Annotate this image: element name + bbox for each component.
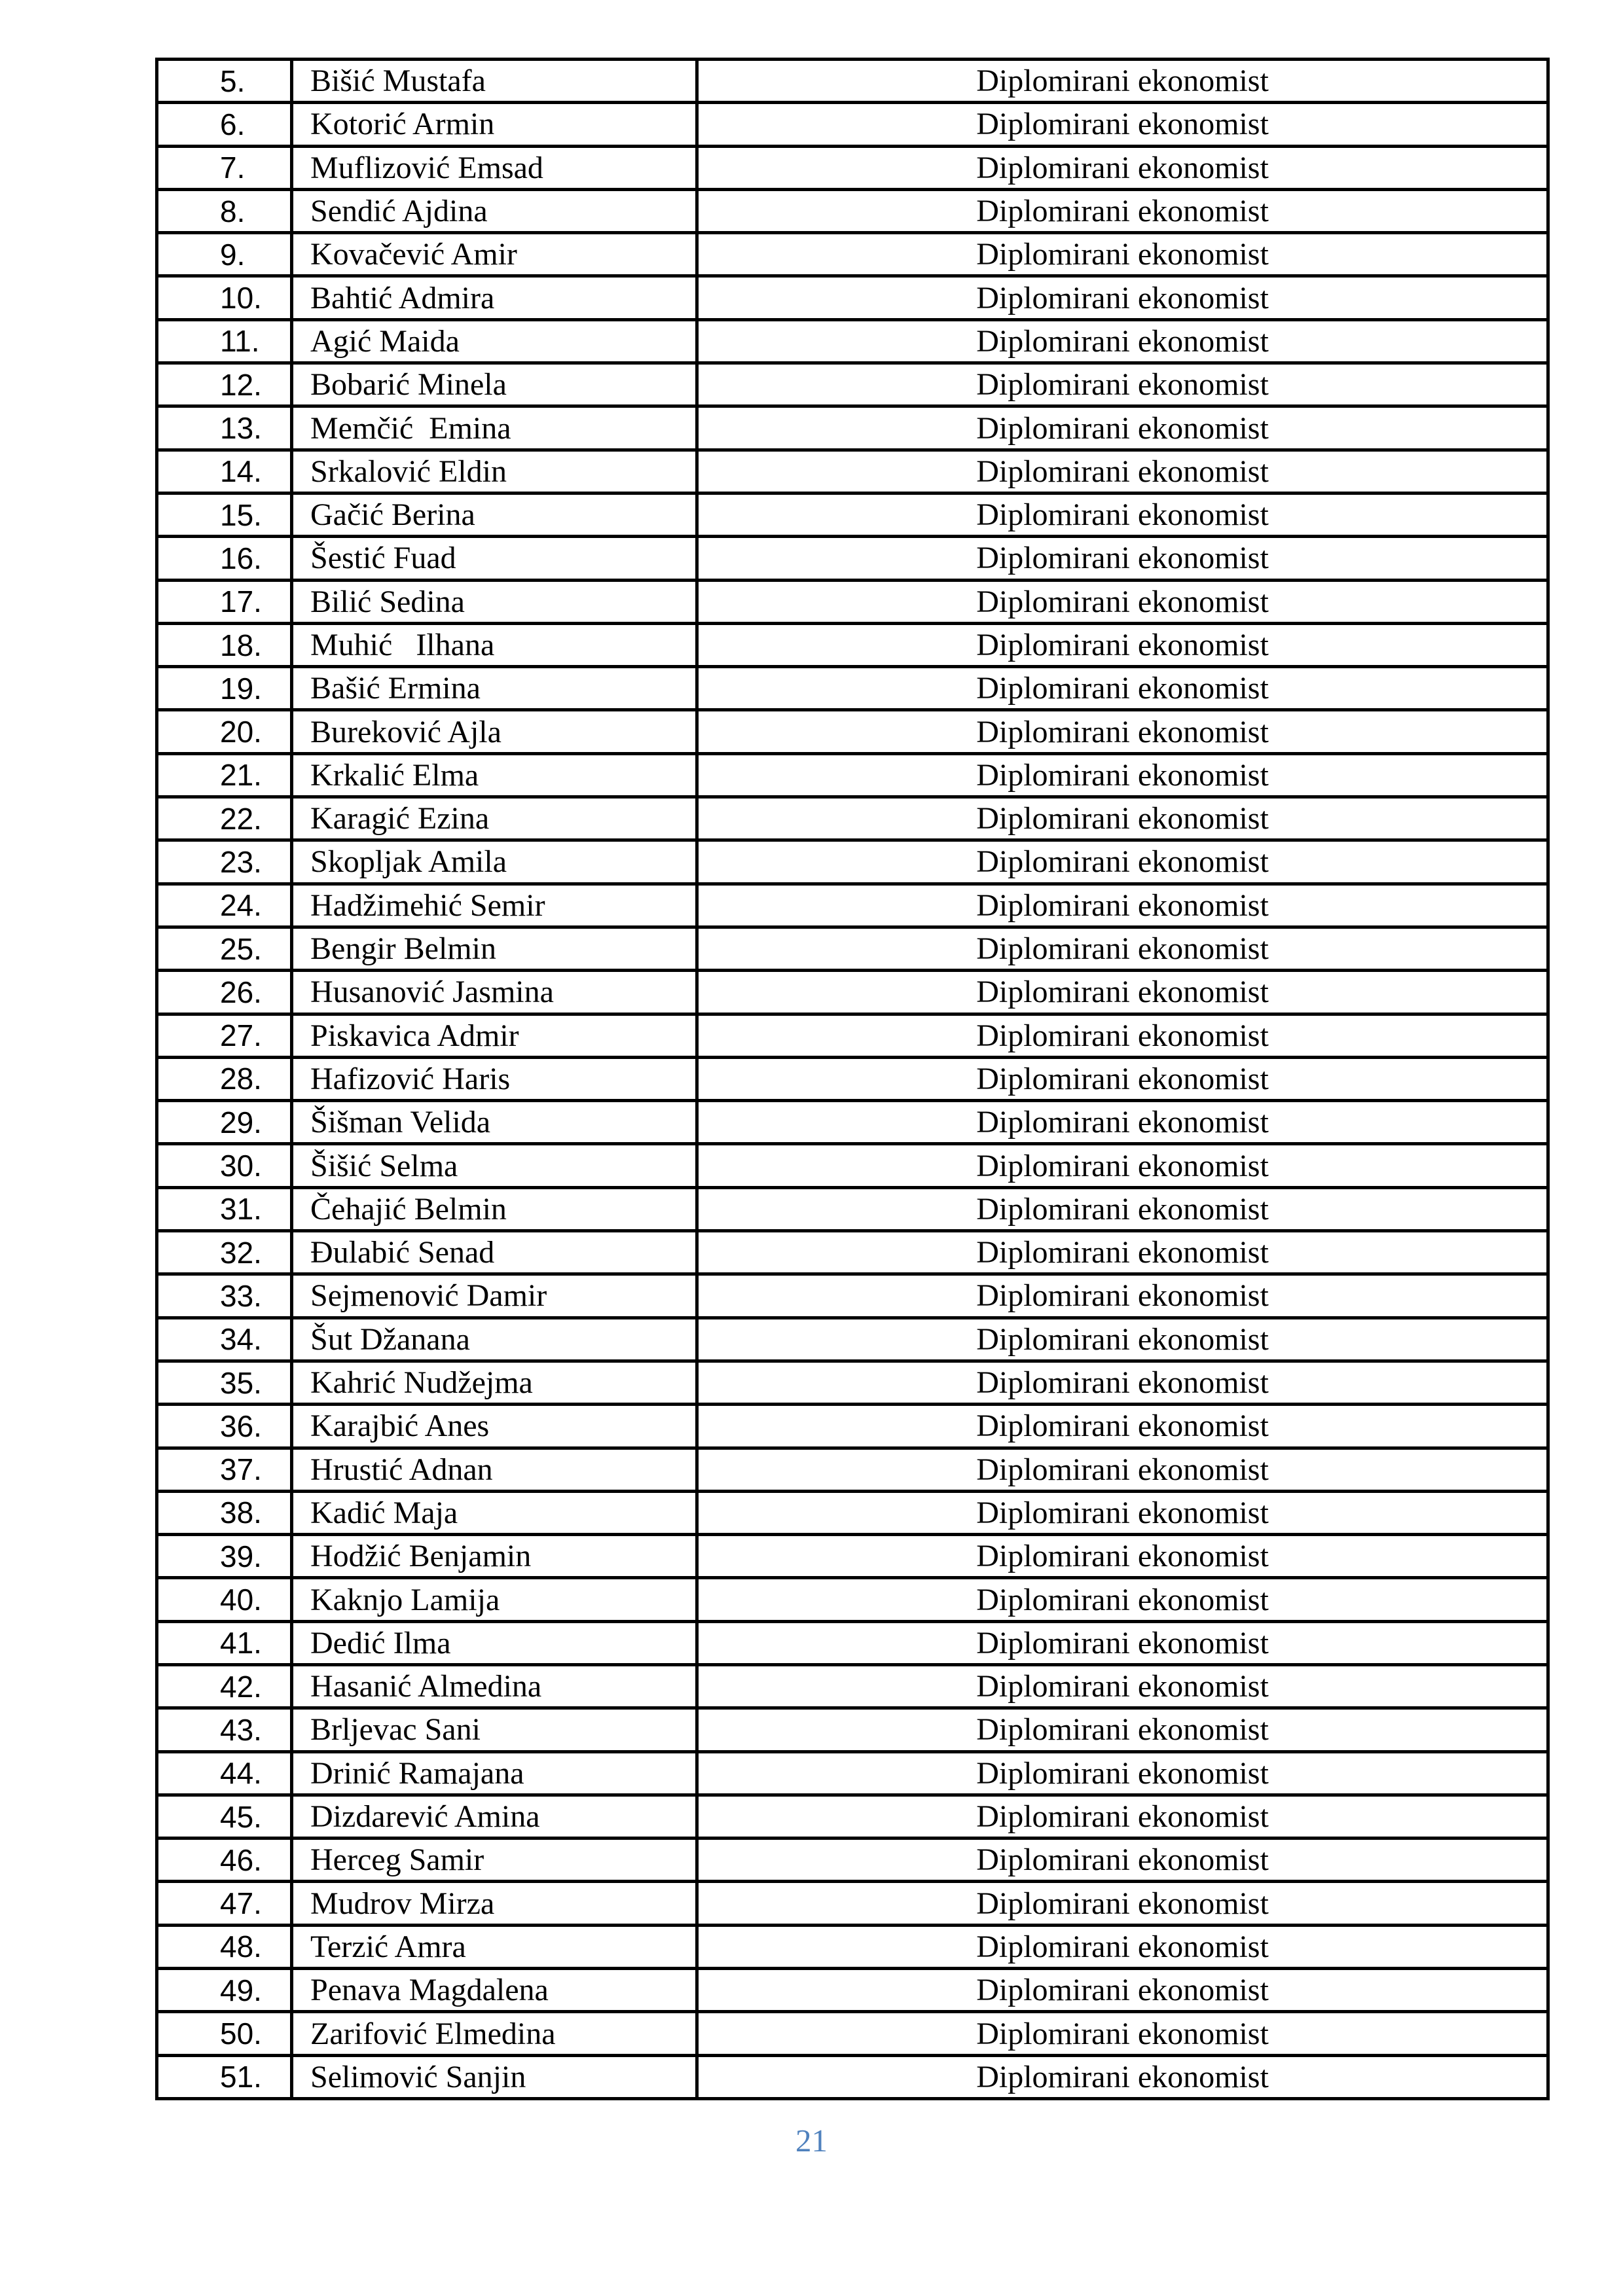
row-number-cell: 12. <box>157 363 292 406</box>
table-row <box>157 2055 1548 2098</box>
row-number-cell: 29. <box>157 1101 292 1144</box>
table-row <box>157 1361 1548 1404</box>
row-number-cell: 45. <box>157 1795 292 1838</box>
row-number-cell: 26. <box>157 971 292 1014</box>
row-number-cell: 21. <box>157 753 292 797</box>
name-cell: Brljevac Sani <box>292 1708 697 1751</box>
name-cell: Sendić Ajdina <box>292 189 697 232</box>
name-cell: Srkalović Eldin <box>292 450 697 493</box>
table-row <box>157 884 1548 927</box>
name-cell: Hodžić Benjamin <box>292 1535 697 1578</box>
name-cell: Šišman Velida <box>292 1101 697 1144</box>
qualification-cell: Diplomirani ekonomist <box>697 667 1548 710</box>
name-cell: Šišić Selma <box>292 1144 697 1187</box>
name-cell: Zarifović Elmedina <box>292 2012 697 2055</box>
table-row <box>157 927 1548 970</box>
qualification-cell: Diplomirani ekonomist <box>697 276 1548 319</box>
row-number-cell: 6. <box>157 103 292 146</box>
row-number-cell: 20. <box>157 710 292 753</box>
name-cell: Kotorić Armin <box>292 103 697 146</box>
name-cell: Đulabić Senad <box>292 1231 697 1274</box>
name-cell: Skopljak Amila <box>292 840 697 884</box>
table-row <box>157 797 1548 840</box>
table-row <box>157 189 1548 232</box>
qualification-cell: Diplomirani ekonomist <box>697 1144 1548 1187</box>
row-number-cell: 9. <box>157 233 292 276</box>
row-number-cell: 33. <box>157 1274 292 1318</box>
table-row <box>157 1708 1548 1751</box>
qualification-cell: Diplomirani ekonomist <box>697 1318 1548 1361</box>
table-row <box>157 146 1548 189</box>
name-cell: Šut Džanana <box>292 1318 697 1361</box>
row-number-cell: 51. <box>157 2055 292 2098</box>
qualification-cell: Diplomirani ekonomist <box>697 884 1548 927</box>
name-cell: Agić Maida <box>292 319 697 363</box>
roster-table-body <box>157 60 1548 2099</box>
name-cell: Čehajić Belmin <box>292 1187 697 1230</box>
table-row <box>157 1014 1548 1057</box>
graduates-roster-table <box>155 58 1550 2100</box>
name-cell: Sejmenović Damir <box>292 1274 697 1318</box>
table-row <box>157 450 1548 493</box>
table-row <box>157 1751 1548 1795</box>
table-row <box>157 753 1548 797</box>
qualification-cell: Diplomirani ekonomist <box>697 840 1548 884</box>
row-number-cell: 40. <box>157 1578 292 1621</box>
qualification-cell: Diplomirani ekonomist <box>697 623 1548 666</box>
table-row <box>157 1969 1548 2012</box>
name-cell: Hadžimehić Semir <box>292 884 697 927</box>
qualification-cell: Diplomirani ekonomist <box>697 1274 1548 1318</box>
qualification-cell: Diplomirani ekonomist <box>697 1882 1548 1925</box>
table-row <box>157 1491 1548 1534</box>
row-number-cell: 37. <box>157 1448 292 1491</box>
table-row <box>157 1664 1548 1708</box>
name-cell: Bobarić Minela <box>292 363 697 406</box>
qualification-cell: Diplomirani ekonomist <box>697 2055 1548 2098</box>
table-row <box>157 233 1548 276</box>
table-row <box>157 710 1548 753</box>
table-row <box>157 1405 1548 1448</box>
name-cell: Piskavica Admir <box>292 1014 697 1057</box>
row-number-cell: 50. <box>157 2012 292 2055</box>
qualification-cell: Diplomirani ekonomist <box>697 1187 1548 1230</box>
name-cell: Kahrić Nudžejma <box>292 1361 697 1404</box>
qualification-cell: Diplomirani ekonomist <box>697 363 1548 406</box>
row-number-cell: 7. <box>157 146 292 189</box>
row-number-cell: 48. <box>157 1925 292 1968</box>
name-cell: Bengir Belmin <box>292 927 697 970</box>
table-row <box>157 1231 1548 1274</box>
table-row <box>157 406 1548 450</box>
name-cell: Muflizović Emsad <box>292 146 697 189</box>
qualification-cell: Diplomirani ekonomist <box>697 146 1548 189</box>
name-cell: Terzić Amra <box>292 1925 697 1968</box>
qualification-cell: Diplomirani ekonomist <box>697 1057 1548 1100</box>
table-row <box>157 1448 1548 1491</box>
qualification-cell: Diplomirani ekonomist <box>697 971 1548 1014</box>
table-row <box>157 1101 1548 1144</box>
table-row <box>157 1274 1548 1318</box>
qualification-cell: Diplomirani ekonomist <box>697 103 1548 146</box>
name-cell: Karajbić Anes <box>292 1405 697 1448</box>
row-number-cell: 31. <box>157 1187 292 1230</box>
table-row <box>157 319 1548 363</box>
qualification-cell: Diplomirani ekonomist <box>697 1664 1548 1708</box>
name-cell: Selimović Sanjin <box>292 2055 697 2098</box>
table-row <box>157 60 1548 103</box>
name-cell: Krkalić Elma <box>292 753 697 797</box>
row-number-cell: 46. <box>157 1839 292 1882</box>
qualification-cell: Diplomirani ekonomist <box>697 1839 1548 1882</box>
table-row <box>157 1839 1548 1882</box>
name-cell: Šestić Fuad <box>292 537 697 580</box>
table-row <box>157 1144 1548 1187</box>
row-number-cell: 32. <box>157 1231 292 1274</box>
qualification-cell: Diplomirani ekonomist <box>697 1535 1548 1578</box>
name-cell: Dizdarević Amina <box>292 1795 697 1838</box>
row-number-cell: 35. <box>157 1361 292 1404</box>
table-row <box>157 1187 1548 1230</box>
name-cell: Bašić Ermina <box>292 667 697 710</box>
qualification-cell: Diplomirani ekonomist <box>697 753 1548 797</box>
row-number-cell: 42. <box>157 1664 292 1708</box>
row-number-cell: 34. <box>157 1318 292 1361</box>
name-cell: Drinić Ramajana <box>292 1751 697 1795</box>
row-number-cell: 41. <box>157 1621 292 1664</box>
name-cell: Herceg Samir <box>292 1839 697 1882</box>
row-number-cell: 16. <box>157 537 292 580</box>
qualification-cell: Diplomirani ekonomist <box>697 1578 1548 1621</box>
qualification-cell: Diplomirani ekonomist <box>697 1795 1548 1838</box>
qualification-cell: Diplomirani ekonomist <box>697 1969 1548 2012</box>
row-number-cell: 44. <box>157 1751 292 1795</box>
row-number-cell: 10. <box>157 276 292 319</box>
table-row <box>157 1578 1548 1621</box>
qualification-cell: Diplomirani ekonomist <box>697 1708 1548 1751</box>
row-number-cell: 25. <box>157 927 292 970</box>
table-row <box>157 623 1548 666</box>
row-number-cell: 36. <box>157 1405 292 1448</box>
qualification-cell: Diplomirani ekonomist <box>697 1231 1548 1274</box>
qualification-cell: Diplomirani ekonomist <box>697 450 1548 493</box>
row-number-cell: 8. <box>157 189 292 232</box>
qualification-cell: Diplomirani ekonomist <box>697 1014 1548 1057</box>
qualification-cell: Diplomirani ekonomist <box>697 710 1548 753</box>
row-number-cell: 49. <box>157 1969 292 2012</box>
table-row <box>157 363 1548 406</box>
row-number-cell: 30. <box>157 1144 292 1187</box>
name-cell: Hasanić Almedina <box>292 1664 697 1708</box>
name-cell: Bišić Mustafa <box>292 60 697 103</box>
qualification-cell: Diplomirani ekonomist <box>697 493 1548 536</box>
table-row <box>157 1318 1548 1361</box>
table-row <box>157 1925 1548 1968</box>
table-row <box>157 276 1548 319</box>
page-number: 21 <box>795 2123 828 2159</box>
table-row <box>157 1795 1548 1838</box>
name-cell: Dedić Ilma <box>292 1621 697 1664</box>
row-number-cell: 38. <box>157 1491 292 1534</box>
qualification-cell: Diplomirani ekonomist <box>697 233 1548 276</box>
table-row <box>157 667 1548 710</box>
qualification-cell: Diplomirani ekonomist <box>697 406 1548 450</box>
name-cell: Kovačević Amir <box>292 233 697 276</box>
row-number-cell: 24. <box>157 884 292 927</box>
name-cell: Mudrov Mirza <box>292 1882 697 1925</box>
table-row <box>157 1882 1548 1925</box>
name-cell: Memčić Emina <box>292 406 697 450</box>
row-number-cell: 13. <box>157 406 292 450</box>
qualification-cell: Diplomirani ekonomist <box>697 1448 1548 1491</box>
table-row <box>157 103 1548 146</box>
qualification-cell: Diplomirani ekonomist <box>697 1101 1548 1144</box>
qualification-cell: Diplomirani ekonomist <box>697 1925 1548 1968</box>
row-number-cell: 5. <box>157 60 292 103</box>
name-cell: Bilić Sedina <box>292 580 697 623</box>
table-row <box>157 1057 1548 1100</box>
qualification-cell: Diplomirani ekonomist <box>697 797 1548 840</box>
row-number-cell: 39. <box>157 1535 292 1578</box>
row-number-cell: 47. <box>157 1882 292 1925</box>
qualification-cell: Diplomirani ekonomist <box>697 2012 1548 2055</box>
row-number-cell: 19. <box>157 667 292 710</box>
name-cell: Kaknjo Lamija <box>292 1578 697 1621</box>
table-row <box>157 1621 1548 1664</box>
table-row <box>157 580 1548 623</box>
qualification-cell: Diplomirani ekonomist <box>697 1491 1548 1534</box>
row-number-cell: 28. <box>157 1057 292 1100</box>
name-cell: Muhić Ilhana <box>292 623 697 666</box>
table-row <box>157 840 1548 884</box>
name-cell: Hafizović Haris <box>292 1057 697 1100</box>
name-cell: Husanović Jasmina <box>292 971 697 1014</box>
name-cell: Bureković Ajla <box>292 710 697 753</box>
table-row <box>157 2012 1548 2055</box>
name-cell: Bahtić Admira <box>292 276 697 319</box>
qualification-cell: Diplomirani ekonomist <box>697 1751 1548 1795</box>
name-cell: Karagić Ezina <box>292 797 697 840</box>
qualification-cell: Diplomirani ekonomist <box>697 1621 1548 1664</box>
row-number-cell: 27. <box>157 1014 292 1057</box>
name-cell: Kadić Maja <box>292 1491 697 1534</box>
qualification-cell: Diplomirani ekonomist <box>697 580 1548 623</box>
row-number-cell: 22. <box>157 797 292 840</box>
table-row <box>157 1535 1548 1578</box>
row-number-cell: 17. <box>157 580 292 623</box>
qualification-cell: Diplomirani ekonomist <box>697 189 1548 232</box>
name-cell: Gačić Berina <box>292 493 697 536</box>
row-number-cell: 23. <box>157 840 292 884</box>
qualification-cell: Diplomirani ekonomist <box>697 319 1548 363</box>
table-row <box>157 537 1548 580</box>
row-number-cell: 14. <box>157 450 292 493</box>
name-cell: Hrustić Adnan <box>292 1448 697 1491</box>
row-number-cell: 11. <box>157 319 292 363</box>
qualification-cell: Diplomirani ekonomist <box>697 60 1548 103</box>
qualification-cell: Diplomirani ekonomist <box>697 927 1548 970</box>
qualification-cell: Diplomirani ekonomist <box>697 1361 1548 1404</box>
qualification-cell: Diplomirani ekonomist <box>697 1405 1548 1448</box>
row-number-cell: 18. <box>157 623 292 666</box>
table-row <box>157 493 1548 536</box>
row-number-cell: 15. <box>157 493 292 536</box>
table-row <box>157 971 1548 1014</box>
name-cell: Penava Magdalena <box>292 1969 697 2012</box>
qualification-cell: Diplomirani ekonomist <box>697 537 1548 580</box>
row-number-cell: 43. <box>157 1708 292 1751</box>
